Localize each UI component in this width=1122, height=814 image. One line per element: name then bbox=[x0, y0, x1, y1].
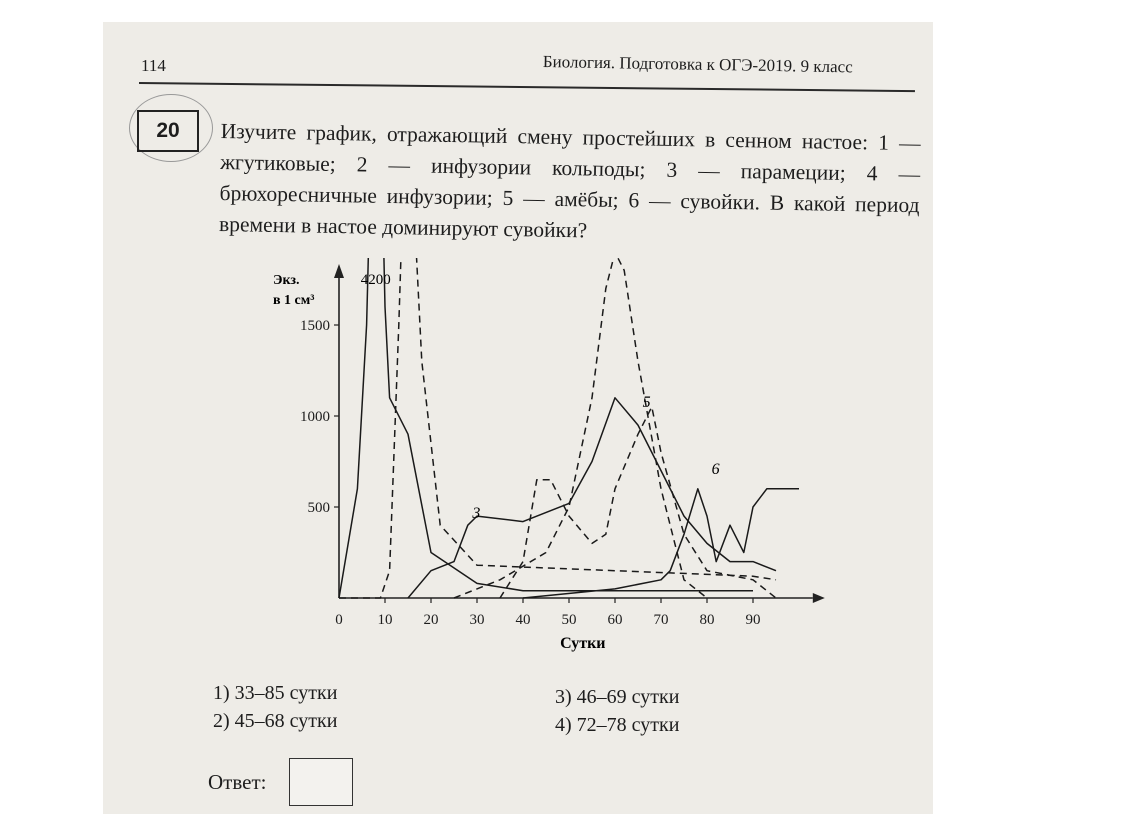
y-tick-label: 1000 bbox=[300, 409, 330, 425]
answer-label: Ответ: bbox=[208, 770, 267, 794]
option-number: 1) bbox=[213, 682, 230, 704]
x-tick-label: 90 bbox=[745, 612, 761, 628]
x-tick-label: 60 bbox=[607, 612, 623, 628]
option-4[interactable] bbox=[555, 714, 679, 737]
option-2[interactable] bbox=[213, 710, 337, 733]
peak-label: 4200 bbox=[360, 272, 391, 288]
curve-label-3: 3 bbox=[472, 504, 481, 522]
question-text: Изучите график, отражающий смену простейших в сенном настое: 1 — жгутиковые; 2 — инфузории кольподы; 3 — парамеции; 4 — брюхоресничные инфузории; 5 — амёбы; 6 — сувойки. В какой период времени в настое доминируют сувойки? bbox=[218, 118, 921, 243]
x-tick-label: 20 bbox=[423, 612, 439, 628]
curve-label-6: 6 bbox=[711, 461, 720, 479]
option-text: 46–69 сутки bbox=[576, 686, 680, 708]
chart-ticks bbox=[300, 258, 761, 628]
y-tick-label: 1500 bbox=[300, 318, 330, 334]
option-1[interactable] bbox=[213, 682, 337, 705]
series-line-3 bbox=[408, 398, 776, 598]
header-divider bbox=[139, 82, 915, 92]
x-tick-label: 70 bbox=[653, 612, 669, 628]
x-axis-label: Сутки bbox=[560, 635, 606, 652]
book-title: Биология. Подготовка к ОГЭ-2019. 9 класс bbox=[542, 52, 853, 77]
series-line-5 bbox=[500, 407, 776, 598]
answer-input-box[interactable] bbox=[289, 758, 353, 806]
population-chart bbox=[273, 258, 833, 658]
x-axis-arrow bbox=[813, 593, 825, 603]
option-number: 2) bbox=[213, 710, 230, 732]
y-axis-label-line1: Экз. bbox=[273, 273, 300, 288]
curve-label-5: 5 bbox=[642, 393, 651, 411]
series-line-4 bbox=[454, 258, 707, 598]
option-number: 3) bbox=[555, 686, 572, 708]
book-page bbox=[103, 22, 933, 814]
y-axis-arrow bbox=[334, 264, 344, 278]
x-tick-label: 10 bbox=[377, 612, 393, 628]
option-number: 4) bbox=[555, 714, 572, 736]
x-tick-label: 0 bbox=[335, 612, 343, 628]
x-tick-label: 40 bbox=[515, 612, 531, 628]
y-axis-label-line2: в 1 см³ bbox=[273, 293, 315, 308]
option-3[interactable] bbox=[555, 686, 679, 709]
question-number: 20 bbox=[137, 110, 199, 152]
x-tick-label: 30 bbox=[469, 612, 485, 628]
y-tick-label: 500 bbox=[307, 500, 330, 516]
series-line-1 bbox=[339, 258, 753, 598]
option-text: 45–68 сутки bbox=[234, 710, 338, 732]
option-text: 33–85 сутки bbox=[234, 682, 338, 704]
x-tick-label: 80 bbox=[699, 612, 715, 628]
x-tick-label: 50 bbox=[561, 612, 577, 628]
option-text: 72–78 сутки bbox=[576, 714, 680, 736]
chart-series bbox=[339, 258, 799, 598]
page-number: 114 bbox=[141, 56, 166, 75]
